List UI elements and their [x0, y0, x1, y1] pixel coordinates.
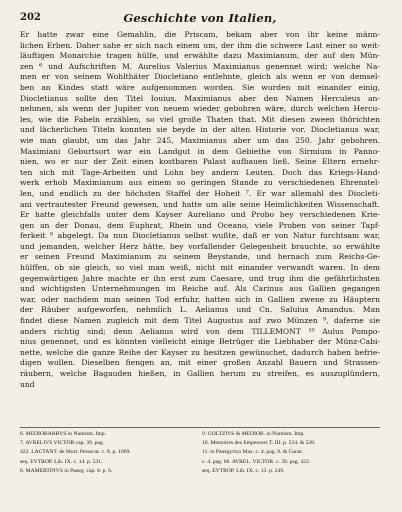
text-line: Maximiani Geburtsort war ein Landgut in dem Gebiethe von Sirmium in Panno-: [20, 146, 380, 156]
footnote-line: 11. in Panegyrico Max. c. 4. pag. 8. & Const.: [202, 449, 304, 456]
text-line: ben an Kindes statt wäre aufgenommen worden. Sie wurden mit einander einig,: [20, 82, 380, 92]
text-line: läuftigen Monarchie tragen hülfe, und erwählte dazu Maximianum, der auf den Mün-: [20, 51, 380, 61]
text-line: lichen Erben. Daher sahe er sich nach einem um, der ihm die schwere Last einer so weit-: [20, 40, 380, 50]
footnote-line: 10. Memoires des Empereurs T. III. p. 534. & 528.: [202, 440, 316, 447]
text-line: wie man glaubt, um das Jahr 245, Maximianus aber um das 250. Jahr gebohren.: [20, 135, 380, 145]
text-line: war, oder nachdem man seinen Tod erfuhr, hatten sich in Gallien zwene zu Häuptern: [20, 294, 380, 304]
text-line: ten sich mit Tage-Arbeiten und Lohn bey andern Leuten. Doch das Kriegs-Hand-: [20, 167, 380, 177]
text-line: les, wie die Fabeln erzählen, so viel große Thaten that. Mit diesen zween thörichten: [20, 114, 380, 124]
footnote-line: c. 4. pag. 60. AVREL. VICTOR. c. 39. pag. 422.: [202, 458, 311, 465]
text-line: und: [20, 379, 35, 389]
body-text: [20, 30, 380, 390]
text-line: Er hatte gleichfalls unter dem Kayser Aureliano und Probo bey verschiedenen Krie-: [20, 210, 380, 220]
footnote-line: 6. MEDIOBARBVS in Numism. Imp.: [20, 431, 106, 437]
text-line: hülffen, ob sie gleich, so viel man weiß, nicht mit einander verwandt waren. In dem: [20, 263, 380, 273]
text-line: und lächerlichen Titeln konnten sie beyde in der alten Historie vor. Diocletianus war,: [20, 125, 380, 135]
footnotes-right-column: [202, 430, 380, 476]
footnote-line: seq. EVTROP. Lib. IX. c. 13. p. 249.: [202, 467, 285, 474]
text-line: er seinen Freund Maximianum zu seinem Beystande, und hernach zum Reichs-Ge-: [20, 252, 380, 262]
footnotes: [20, 430, 380, 502]
text-line: digen wollen. Dieselben fiengen an, mit einer großen Anzahl Bauern und Strassen-: [20, 358, 380, 368]
text-line: werk erhob Maximianum aus einem so geringen Stande zu verschiedenen Ehrenstel-: [20, 178, 380, 188]
text-line: gegenwärtigen Jahre machte er ihn erst zum Caesare, und trug ihm die gefährlichsten: [20, 273, 380, 283]
footnote-divider: [20, 427, 380, 428]
text-line: gen an der Donau, dem Euphrat, Rhein und Oceano, viele Proben von seiner Tapf-: [20, 220, 380, 230]
text-line: nius genennet, und es könnten vielleicht einige Betrüger die Liebhaber der Münz-Cabi-: [20, 337, 380, 347]
footnote-line: 7. AVRELIVS VICTOR cap. 39. pag.: [20, 440, 105, 447]
footnote-line: 422. LACTANT. de Mort. Persecut. c. 8. p. 1069.: [20, 449, 131, 456]
text-line: der Räuber aufgeworfen, nehmlich L. Aelianus und Cn. Saluius Amandus. Man: [20, 305, 380, 315]
text-line: nehmen, als wenn der Jupiter von neuem wieder gebohren wäre, durch welchen Hercu-: [20, 104, 380, 114]
text-line: ani vertrautester Freund gewesen, und hatte um alle seine Heimlichkeiten Wissenschaft.: [20, 199, 380, 209]
text-line: ferkeit ⁸ abgelegt. Da nun Diocletianus selbst wußte, daß er von Natur furchtsam war,: [20, 231, 380, 241]
text-line: nette, welche die ganze Reihe der Kayser zu besitzen gewünschet, dadurch haben befrie-: [20, 347, 380, 357]
page-number: 202: [20, 12, 41, 23]
text-line: räubern, welche Bagauden hießen, in Gallien herum zu streifen, es auszuplündern,: [20, 369, 380, 378]
text-line: und wichtigsten Unternehmungen im Reiche auf. Als Carinus aus Gallien gegangen: [20, 284, 380, 294]
footnotes-left-column: [20, 430, 200, 476]
text-line: len, und endlich zu der höchsten Staffel der Hoheit ⁷. Er war allemahl des Diocleti-: [20, 188, 380, 198]
running-title: Geschichte von Italien,: [123, 11, 277, 25]
text-line: anders richtig sind; denn Aelianus wird von dem TILLEMONT ¹⁰ Aulus Pompo-: [20, 326, 380, 336]
text-line: findet diese Namen zugleich mit dem Titel Augustus auf zwo Münzen ⁹, daferne sie: [20, 316, 380, 326]
text-line: nien, wo er nur der Zeit einen kostbaren Palast aufbauen ließ. Seine Eltern ernehr-: [20, 157, 380, 167]
footnote-line: 9. GOLTZIVS & MEDIOB. in Numism. Imp.: [202, 431, 305, 437]
text-line: Er hatte zwar eine Gemahlin, die Priscam, bekam aber von ihr keine männ-: [20, 30, 380, 39]
footnote-line: seq. EVTROP. Lib. IX. c. 14. p. 531.: [20, 458, 103, 465]
text-line: men er von seinem Wohlthäter Diocletiano entlehnte, gleich als wenn er von demsel-: [20, 72, 380, 82]
page-header: [20, 12, 380, 28]
text-line: zen ⁶ und Aufschriften M. Aurelius Valerius Maximianus genennet wird; welche Na-: [20, 61, 380, 71]
text-line: Diocletianus sollte den Titel Iouius. Maximianus aber den Namen Herculeus an-: [20, 93, 380, 103]
footnote-line: 8. MAMERTINVS in Paneg. cap. 8. p. 6.: [20, 467, 113, 474]
text-line: und jemanden, welcher Herz hätte, bey vorfallender Gelegenheit brauchte, so erwählte: [20, 241, 380, 251]
